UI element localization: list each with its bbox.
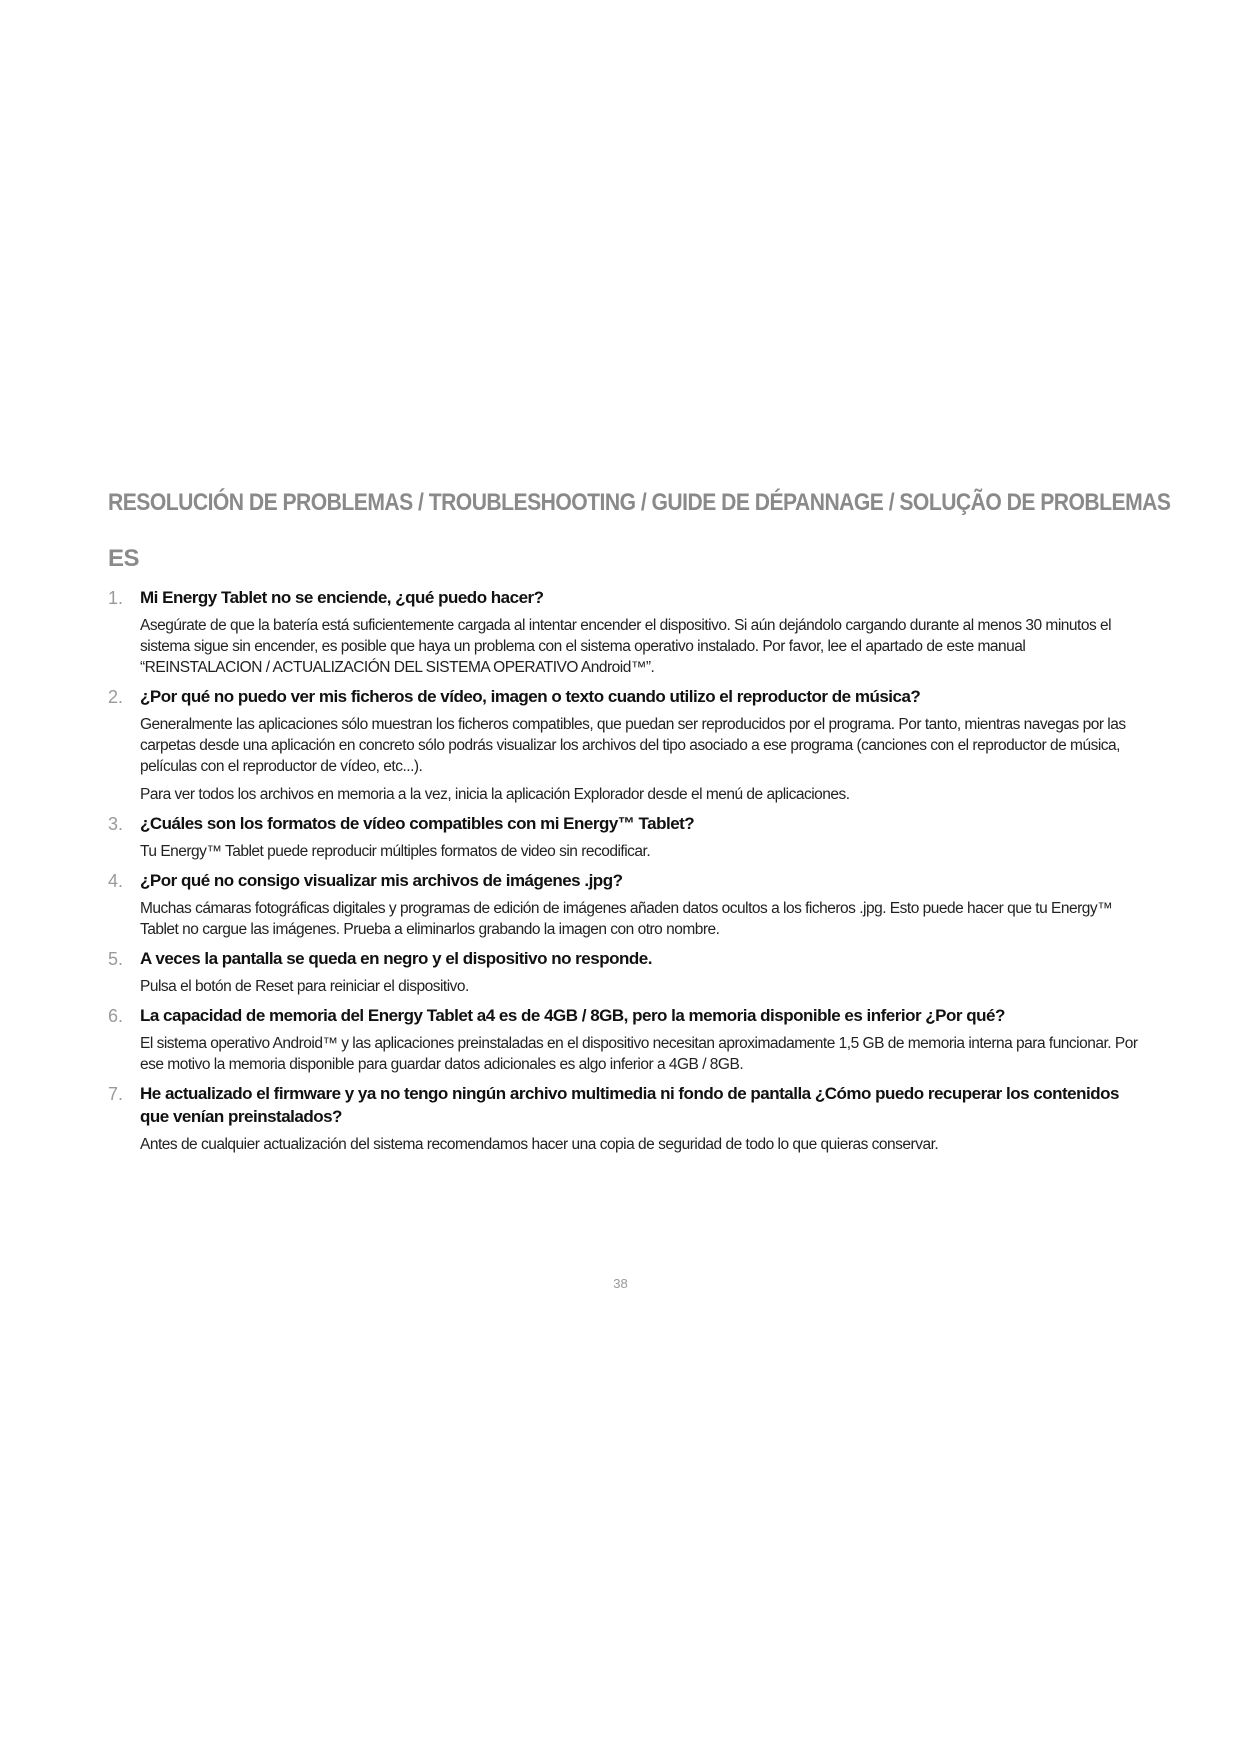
- faq-number: 3.: [108, 814, 124, 834]
- page-number: 38: [613, 1276, 628, 1291]
- faq-answer: Pulsa el botón de Reset para reiniciar el dispositivo.: [140, 978, 469, 995]
- faq-number: 5.: [108, 949, 124, 969]
- faq-number: 2.: [108, 687, 124, 707]
- faq-item: [108, 869, 1138, 940]
- faq-answer: Generalmente las aplicaciones sólo muestran los ficheros compatibles, que puedan ser reproducidos por el programa. Por tanto, mientras navegas por las carpetas desde una aplicación en concreto sólo podrás visualizar los archivos del tipo asociado a ese programa (canciones con el reproductor de música, películas con el reproductor de vídeo, etc...).: [140, 716, 1126, 775]
- page-title: RESOLUCIÓN DE PROBLEMAS / TROUBLESHOOTING / GUIDE DE DÉPANNAGE / SOLUÇÃO DE PROBLEMAS: [108, 489, 1171, 516]
- language-code: ES: [108, 545, 140, 572]
- faq-list: [108, 586, 1138, 1155]
- faq-question: ¿Por qué no consigo visualizar mis archivos de imágenes .jpg?: [140, 871, 623, 890]
- faq-item: [108, 1004, 1138, 1075]
- faq-question: La capacidad de memoria del Energy Tablet a4 es de 4GB / 8GB, pero la memoria disponible es inferior ¿Por qué?: [140, 1006, 1005, 1025]
- faq-answer: El sistema operativo Android™ y las aplicaciones preinstaladas en el dispositivo necesitan aproximadamente 1,5 GB de memoria interna para funcionar. Por ese motivo la memoria disponible para guardar datos adicionales es algo inferior a 4GB / 8GB.: [140, 1035, 1138, 1073]
- faq-item: [108, 1082, 1138, 1155]
- faq-item: [108, 685, 1138, 805]
- faq-number: 7.: [108, 1084, 124, 1104]
- faq-question: ¿Por qué no puedo ver mis ficheros de vídeo, imagen o texto cuando utilizo el reproductor de música?: [140, 687, 921, 706]
- faq-answer: Muchas cámaras fotográficas digitales y programas de edición de imágenes añaden datos ocultos a los ficheros .jpg. Esto puede hacer que tu Energy™ Tablet no cargue las imágenes. Prueba a eliminarlos grabando la imagen con otro nombre.: [140, 900, 1113, 938]
- faq-number: 1.: [108, 588, 124, 608]
- faq-item: [108, 586, 1138, 678]
- faq-answer: Tu Energy™ Tablet puede reproducir múltiples formatos de video sin recodificar.: [140, 843, 651, 860]
- faq-answer: Asegúrate de que la batería está suficientemente cargada al intentar encender el dispositivo. Si aún dejándolo cargando durante al menos 30 minutos el sistema sigue sin encender, es posible que haya un problema con el sistema operativo instalado. Por favor, lee el apartado de este manual “REINSTALACION / ACTUALIZACIÓN DEL SISTEMA OPERATIVO Android™”.: [140, 617, 1112, 676]
- faq-question: A veces la pantalla se queda en negro y el dispositivo no responde.: [140, 949, 652, 968]
- faq-question: He actualizado el firmware y ya no tengo ningún archivo multimedia ni fondo de pantalla ¿Cómo puedo recuperar los contenidos que venían preinstalados?: [140, 1084, 1119, 1126]
- faq-number: 6.: [108, 1006, 124, 1026]
- faq-item: [108, 947, 1138, 997]
- faq-answer: Antes de cualquier actualización del sistema recomendamos hacer una copia de seguridad de todo lo que quieras conservar.: [140, 1136, 939, 1153]
- faq-answer: Para ver todos los archivos en memoria a la vez, inicia la aplicación Explorador desde el menú de aplicaciones.: [140, 786, 850, 803]
- faq-question: ¿Cuáles son los formatos de vídeo compatibles con mi Energy™ Tablet?: [140, 814, 695, 833]
- faq-question: Mi Energy Tablet no se enciende, ¿qué puedo hacer?: [140, 588, 544, 607]
- page-content: [108, 488, 1171, 1162]
- faq-number: 4.: [108, 871, 124, 891]
- faq-item: [108, 812, 1138, 862]
